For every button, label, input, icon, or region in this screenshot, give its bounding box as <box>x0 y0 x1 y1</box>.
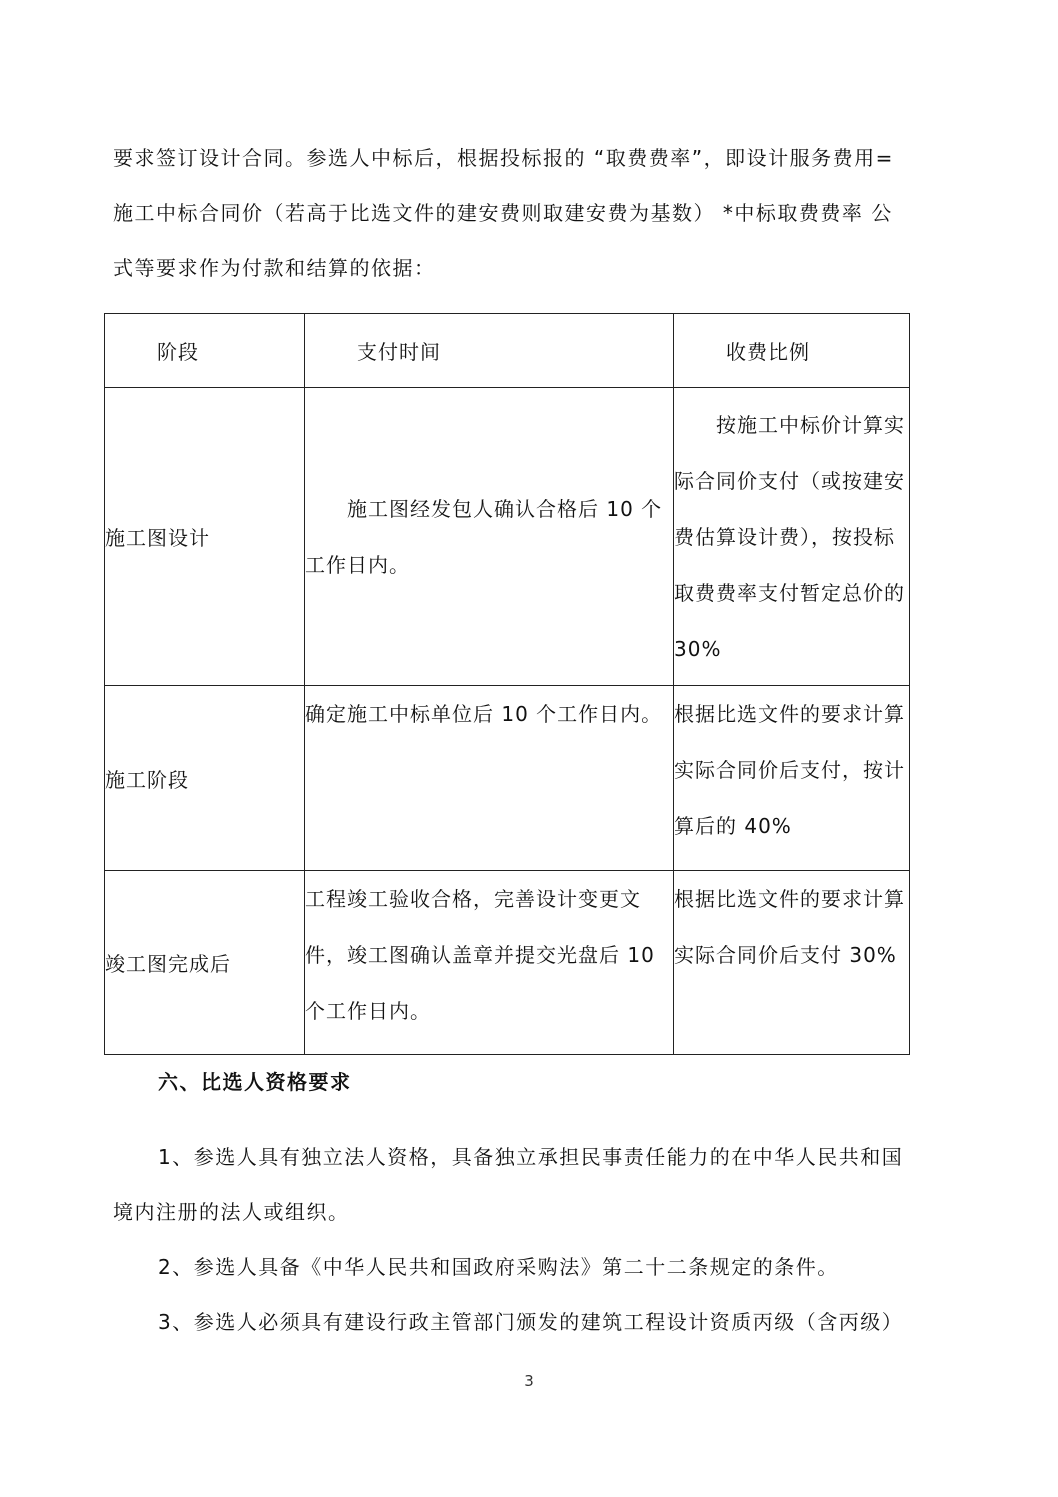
payment-time-cell: 工程竣工验收合格，完善设计变更文件，竣工图确认盖章并提交光盘后 10 个工作日内。 <box>305 871 674 1055</box>
intro-line-1: 要求签订设计合同。参选人中标后，根据投标报的 “取费费率”，即设计服务费用= <box>113 146 894 170</box>
payment-time-cell: 施工图经发包人确认合格后 10 个工作日内。 <box>305 388 674 686</box>
item-3: 3、参选人必须具有建设行政主管部门颁发的建筑工程设计资质丙级（含丙级） <box>158 1310 904 1334</box>
stage-cell: 施工阶段 <box>105 686 305 871</box>
item-2: 2、参选人具备《中华人民共和国政府采购法》第二十二条规定的条件。 <box>158 1255 839 1279</box>
table-row <box>105 871 910 1055</box>
stage-cell: 施工图设计 <box>105 388 305 686</box>
payment-schedule-table <box>104 313 910 1055</box>
section-heading: 六、比选人资格要求 <box>158 1070 352 1094</box>
table-row <box>105 686 910 871</box>
table-header-row <box>105 314 910 388</box>
fee-ratio-cell: 按施工中标价计算实际合同价支付（或按建安费估算设计费），按投标取费费率支付暂定总价的 30% <box>674 388 910 686</box>
header-fee-ratio: 收费比例 <box>674 314 910 388</box>
page-number: 3 <box>524 1372 534 1390</box>
intro-line-2: 施工中标合同价（若高于比选文件的建安费则取建安费为基数） *中标取费费率 公 <box>113 201 893 225</box>
stage-cell: 竣工图完成后 <box>105 871 305 1055</box>
intro-line-3: 式等要求作为付款和结算的依据： <box>113 256 436 280</box>
item-1-line-2: 境内注册的法人或组织。 <box>113 1200 350 1224</box>
fee-ratio-cell: 根据比选文件的要求计算实际合同价后支付 30% <box>674 871 910 1055</box>
header-stage: 阶段 <box>105 314 305 388</box>
payment-time-cell: 确定施工中标单位后 10 个工作日内。 <box>305 686 674 871</box>
fee-ratio-cell: 根据比选文件的要求计算实际合同价后支付，按计算后的 40% <box>674 686 910 871</box>
header-payment-time: 支付时间 <box>305 314 674 388</box>
item-1-line-1: 1、参选人具有独立法人资格，具备独立承担民事责任能力的在中华人民共和国 <box>158 1145 904 1169</box>
table-row <box>105 388 910 686</box>
